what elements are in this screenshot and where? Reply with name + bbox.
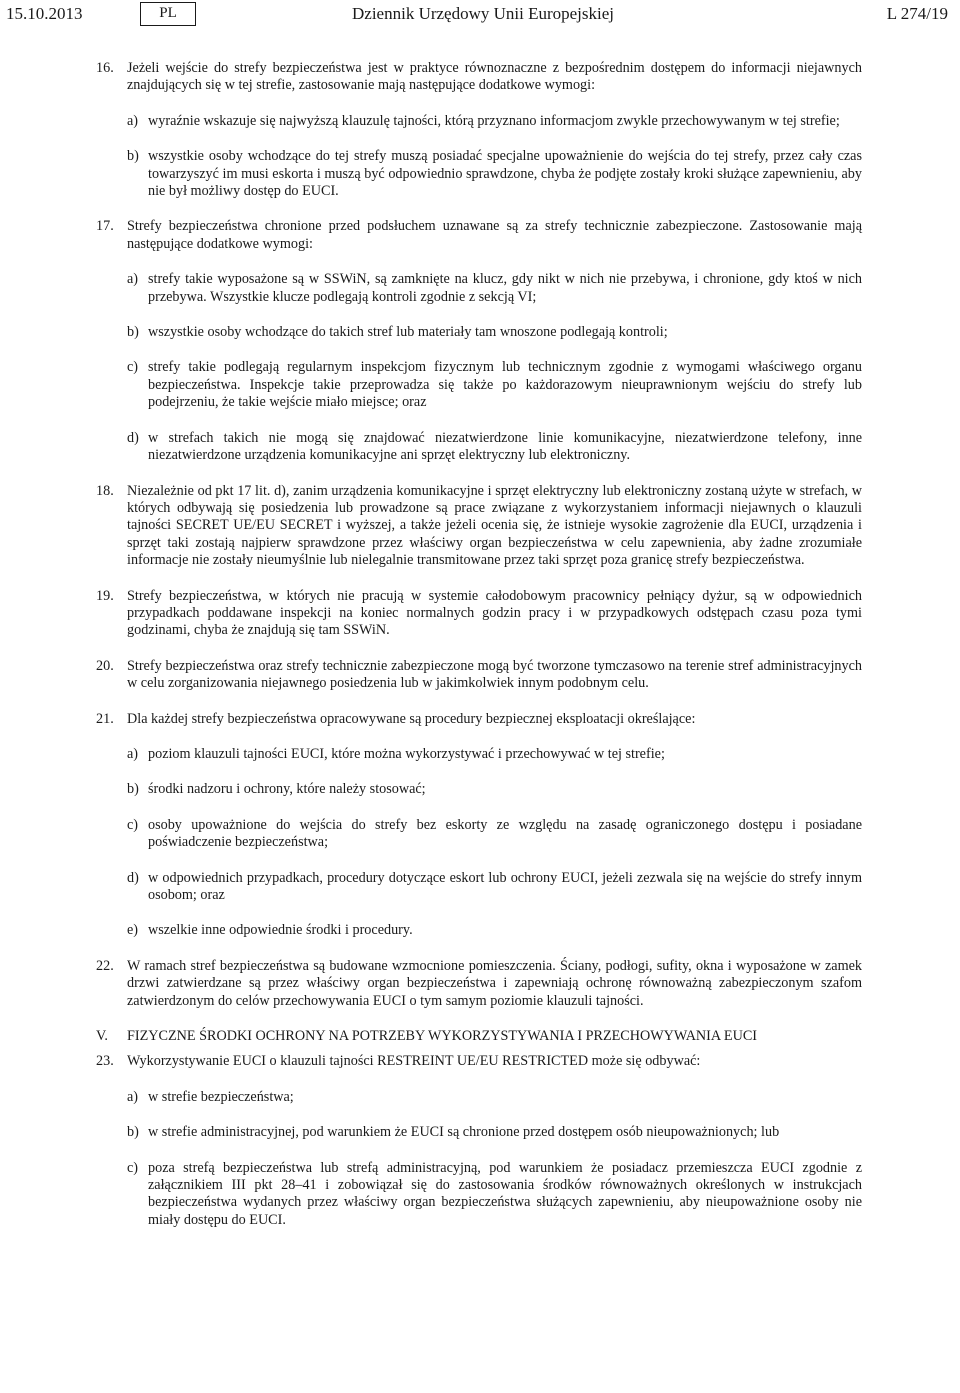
section-number: V. (96, 1028, 108, 1045)
page-header (0, 4, 960, 30)
subpoint (0, 113, 960, 130)
subpoint-text: w strefie bezpieczeństwa; (148, 1088, 294, 1105)
subpoint-label: e) (127, 922, 139, 939)
subpoint-text: strefy takie podlegają regularnym inspekcjom fizycznym lub technicznym zgodnie z wymogami właściwego organu bezpieczeństwa. Inspekcje takie przeprowadza się także po każdorazowym nieuprawnionym wejściu do strefy lub podejrzeniu, że takie wejście miało miejsce; oraz (148, 359, 862, 411)
subpoint (0, 1124, 960, 1141)
subpoint-text: wszystkie osoby wchodzące do tej strefy muszą posiadać specjalne upoważnienie do wejścia do tej strefy, przez cały czas towarzyszyć im musi eskorta i muszą być odpowiednio sprawdzone, chyba że podjęte zostały kroki służące zapewnieniu, aby nie był możliwy dostęp do EUCI. (148, 148, 862, 200)
subpoint-text: poza strefą bezpieczeństwa lub strefą administracyjną, pod warunkiem że posiadacz przemieszcza EUCI zgodnie z załącznikiem III pkt 28–41 i zobowiązał się do zastosowania środków równoważnych określonych w instrukcjach bezpieczeństwa wydanych przez właściwy organ bezpieczeństwa służących zapewnieniu, aby nieupoważnione osoby nie miały dostępu do EUCI. (148, 1159, 862, 1228)
page-number: L 274/19 (886, 4, 948, 23)
paragraph-23 (0, 1053, 960, 1229)
subpoint-label: c) (127, 359, 139, 376)
paragraph-number: 16. (96, 60, 114, 76)
paragraph-16 (0, 60, 960, 200)
paragraph-text: Jeżeli wejście do strefy bezpieczeństwa jest w praktyce równoznaczne z bezpośrednim dostępem do informacji niejawnych znajdujących się w tej strefie, zastosowanie mają następujące dodatkowe wymogi: (127, 60, 862, 94)
paragraph-text: Strefy bezpieczeństwa chronione przed podsłuchem uznawane są za strefy technicznie zabezpieczone. Zastosowanie mają następujące dodatkowe wymogi: (127, 218, 862, 252)
subpoint-label: c) (127, 1159, 139, 1176)
paragraph-21 (0, 711, 960, 940)
paragraph-text: Dla każdej strefy bezpieczeństwa opracowywane są procedury bezpiecznej eksploatacji określające: (127, 710, 696, 727)
subpoint-label: b) (127, 1124, 139, 1141)
publication-date: 15.10.2013 (6, 4, 83, 23)
paragraph-text: W ramach stref bezpieczeństwa są budowane wzmocnione pomieszczenia. Ściany, podłogi, sufity, okna i wyposażone w zamek drzwi zatwierdzane są przez właściwy organ bezpieczeństwa i zapewniają ochronę równoważną zabezpieczonym szafom zatwierdzonym do celów przechowywania EUCI o tym samym poziomie klauzuli tajności. (127, 957, 862, 1009)
subpoint (0, 817, 960, 852)
paragraph-19 (0, 588, 960, 640)
paragraph-number: 22. (96, 957, 114, 974)
subpoint (0, 1089, 960, 1106)
subpoint-text: w strefach takich nie mogą się znajdować niezatwierdzone linie komunikacyjne, niezatwierdzone telefony, inne niezatwierdzone urządzenia komunikacyjne ani sprzęt elektryczny lub elektroniczny. (148, 429, 862, 464)
subpoint (0, 430, 960, 465)
subpoint-label: d) (127, 869, 139, 886)
document-body (0, 60, 960, 1247)
subpoint (0, 781, 960, 798)
paragraph-18 (0, 483, 960, 570)
paragraph-number: 19. (96, 587, 114, 604)
paragraph-22 (0, 958, 960, 1010)
paragraph-number: 17. (96, 218, 114, 235)
subpoint-text: w strefie administracyjnej, pod warunkiem że EUCI są chronione przed dostępem osób nieupoważnionych; lub (148, 1124, 780, 1141)
subpoint-text: wszelkie inne odpowiednie środki i procedury. (148, 922, 413, 939)
section-title: FIZYCZNE ŚRODKI OCHRONY NA POTRZEBY WYKORZYSTYWANIA I PRZECHOWYWANIA EUCI (127, 1028, 758, 1045)
paragraph-text: Strefy bezpieczeństwa oraz strefy technicznie zabezpieczone mogą być tworzone tymczasowo na terenie stref administracyjnych w celu zorganizowania niejawnego posiedzenia lub w jakimkolwiek innym podobnym celu. (127, 657, 862, 692)
subpoint-text: wszystkie osoby wchodzące do takich stref lub materiały tam wnoszone podlegają kontroli; (148, 324, 668, 341)
paragraph-20 (0, 658, 960, 693)
subpoint-text: strefy takie wyposażone są w SSWiN, są zamknięte na klucz, gdy nikt w nich nie przebywa, i chronione, gdy ktoś w nich przebywa. Wszystkie klucze podlegają kontroli zgodnie z sekcją VI; (148, 271, 862, 305)
journal-title: Dziennik Urzędowy Unii Europejskiej (352, 4, 615, 23)
section-heading (0, 1028, 960, 1045)
subpoint-label: b) (127, 781, 139, 798)
subpoint (0, 746, 960, 763)
subpoint (0, 359, 960, 411)
paragraph-number: 21. (96, 710, 114, 727)
paragraph-number: 23. (96, 1053, 114, 1070)
subpoint (0, 922, 960, 939)
subpoint-label: a) (127, 1088, 139, 1105)
subpoint-label: b) (127, 148, 139, 165)
subpoint (0, 271, 960, 306)
paragraph-text: Niezależnie od pkt 17 lit. d), zanim urządzenia komunikacyjne i sprzęt elektryczny lub elektroniczny zostaną użyte w strefach, w których odbywają się posiedzenia lub prowadzone są prace związane z wykorzystaniem informacji niejawnych o klauzuli tajności SECRET UE/EU SECRET i wyższej, a także jeżeli ocenia się, że istnieje wysokie zagrożenie dla EUCI, urządzenia i sprzęt taki zostają najpierw sprawdzone przez właściwy organ bezpieczeństwa w celu zapewnienia, aby żadne zrozumiałe informacje nie zostały nieumyślnie lub nielegalnie transmitowane przez taki sprzęt poza granicę strefy bezpieczeństwa. (127, 482, 862, 569)
subpoint (0, 148, 960, 200)
subpoint (0, 324, 960, 341)
subpoint (0, 870, 960, 905)
subpoint-label: a) (127, 745, 139, 762)
subpoint (0, 1160, 960, 1230)
subpoint-label: a) (127, 112, 139, 129)
subpoint-text: wyraźnie wskazuje się najwyższą klauzulę tajności, którą przyznano informacjom zwykle przechowywanym w tej strefie; (148, 112, 840, 129)
subpoint-label: b) (127, 324, 139, 341)
subpoint-text: poziom klauzuli tajności EUCI, które można wykorzystywać i przechowywać w tej strefie; (148, 745, 665, 762)
paragraph-number: 18. (96, 482, 114, 499)
subpoint-text: osoby upoważnione do wejścia do strefy bez eskorty ze względu na zasadę ograniczonego dostępu i posiadane poświadczenie bezpieczeństwa; (148, 816, 862, 851)
subpoint-text: środki nadzoru i ochrony, które należy stosować; (148, 781, 426, 798)
subpoint-label: d) (127, 429, 139, 446)
paragraph-17 (0, 218, 960, 464)
subpoint-label: a) (127, 271, 139, 288)
paragraph-text: Wykorzystywanie EUCI o klauzuli tajności RESTREINT UE/EU RESTRICTED może się odbywać: (127, 1053, 701, 1070)
language-badge: PL (140, 2, 196, 26)
paragraph-number: 20. (96, 657, 114, 674)
subpoint-label: c) (127, 816, 139, 833)
subpoint-text: w odpowiednich przypadkach, procedury dotyczące eskort lub ochrony EUCI, jeżeli zezwala się na wejście do strefy innym osobom; oraz (148, 869, 862, 903)
paragraph-text: Strefy bezpieczeństwa, w których nie pracują w systemie całodobowym pracownicy pełniący dyżur, są w odpowiednich przypadkach poddawane inspekcji na koniec normalnych godzin pracy i w przypadkowych odstępach czasu poza tymi godzinami, chyba że znajdują się tam SSWiN. (127, 587, 862, 639)
